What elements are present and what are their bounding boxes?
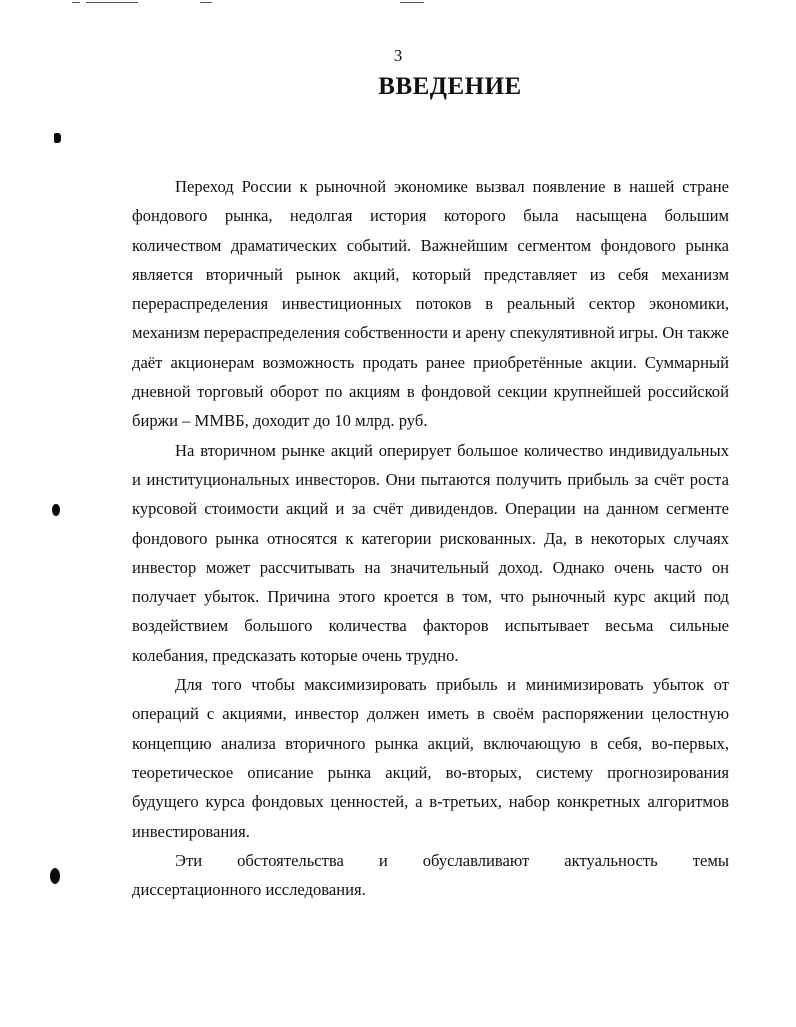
paragraph: На вторичном рынке акций оперирует большое количество индивидуальных и институциональных инвесторов. Они пытаются получить прибыль за счёт роста курсовой стоимости акций и за счёт дивидендов. Операции на данном сегменте фондового рынка относятся к категории рискованных. Да, в некоторых случаях инвестор может рассчитывать на значительный доход. Однако очень часто он получает убыток. Причина этого кроется в том, что рыночный курс акций под воздействием большого количества факторов испытывает весьма сильные колебания, предсказать которые очень трудно. bbox=[132, 440, 729, 665]
closing-line: Эти обстоятельства и обуславливают актуальность темы bbox=[175, 850, 729, 870]
punch-hole-mark bbox=[50, 868, 60, 884]
scan-artifact bbox=[200, 2, 212, 3]
scan-artifact bbox=[86, 2, 138, 3]
paragraph: Для того чтобы максимизировать прибыль и минимизировать убыток от операций с акциями, инвестор должен иметь в своём распоряжении целостную концепцию анализа вторичного рынка акций, включающую в себя, во-первых, теоретическое описание рынка акций, во-вторых, систему прогнозирования будущего курса фондовых ценностей, а в-третьих, набор конкретных алгоритмов инвестирования. bbox=[132, 675, 729, 841]
paragraph-closing-tail: диссертационного исследования. bbox=[132, 880, 366, 900]
scan-artifact bbox=[400, 2, 424, 3]
page-number: 3 bbox=[393, 46, 403, 65]
paragraph: Переход России к рыночной экономике вызвал появление в нашей стране фондового рынка, недолгая история которого была насыщена большим количеством драматических событий. Важнейшим сегментом фондового рынка является вторичный рынок акций, который представляет из себя механизм перераспределения инвестиционных потоков в реальный сектор экономики, механизм перераспределения собственности и арену спекулятивной игры. Он также даёт акционерам возможность продать ранее приобретённые акции. Суммарный дневной торговый оборот по акциям в фондовой секции крупнейшей российской биржи – ММВБ, доходит до 10 млрд. руб. bbox=[132, 177, 729, 431]
punch-hole-mark bbox=[52, 504, 60, 516]
punch-hole-mark bbox=[54, 133, 61, 143]
page-title: ВВЕДЕНИЕ bbox=[378, 73, 522, 100]
scan-top-edge bbox=[0, 0, 796, 8]
scan-artifact bbox=[72, 2, 80, 3]
document-body bbox=[132, 172, 729, 904]
paragraph-closing bbox=[132, 846, 729, 875]
